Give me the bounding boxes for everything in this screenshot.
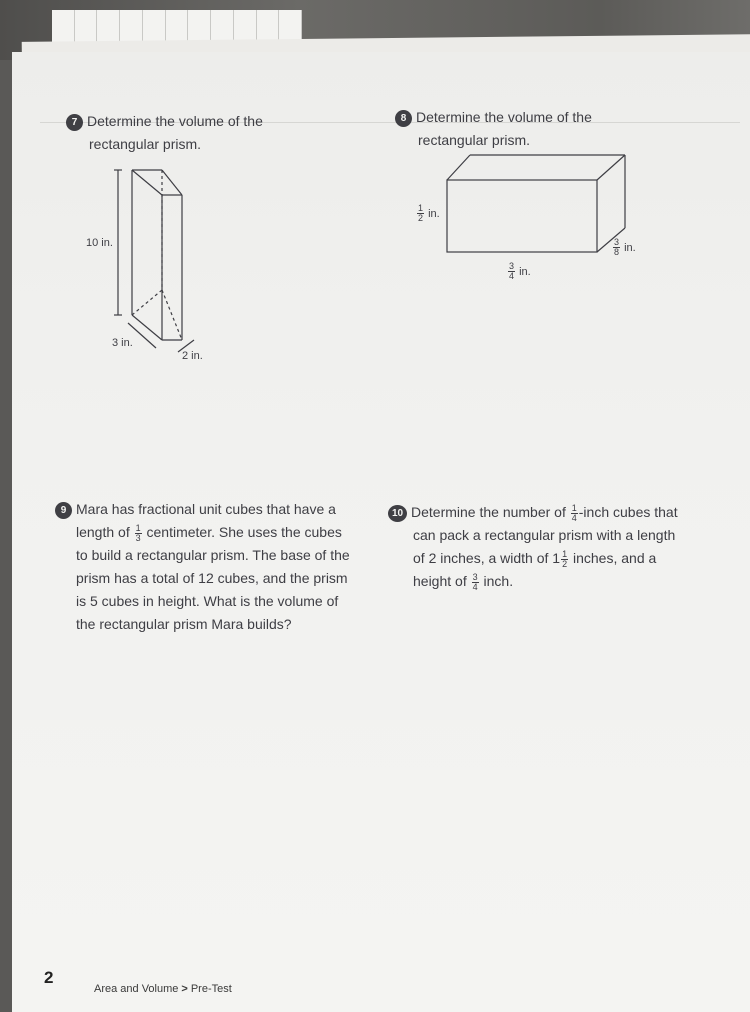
problem-10 [388, 501, 678, 593]
prism-8-length-label: $\frac{3}{4}$ in. [509, 261, 531, 281]
prism-7-width-label: 3 in. [112, 337, 133, 349]
problem-9-line2: length of $\frac{1}{3}$ centimeter. She uses the cubes [76, 523, 342, 543]
page-number: 2 [44, 968, 54, 987]
problem-10-line3: of 2 inches, a width of 1 $\frac{1}{2}$ inches, and a [413, 549, 657, 569]
footer-section: Pre-Test [190, 983, 232, 995]
problem-number-badge: 10 [388, 505, 407, 522]
problem-number-badge: 7 [66, 114, 83, 131]
problem-8-line1: Determine the volume of the [416, 109, 592, 125]
prism-7-height-label: 10 in. [86, 237, 113, 249]
problem-9-line5: is 5 cubes in height. What is the volume of [76, 593, 339, 609]
prism-7-depth-label: 2 in. [182, 350, 203, 362]
problem-8-line2: rectangular prism. [418, 132, 531, 148]
footer-breadcrumb [94, 983, 232, 995]
problem-9-line4: prism has a total of 12 cubes, and the prism [76, 570, 348, 586]
prism-8-height-label: $\frac{1}{2}$ in. [418, 203, 440, 223]
problem-8 [395, 106, 592, 152]
problem-9-line1: Mara has fractional unit cubes that have a [76, 501, 336, 517]
problem-7-line1: Determine the volume of the [87, 113, 263, 129]
problem-number-badge: 9 [55, 502, 72, 519]
problem-7 [66, 110, 263, 156]
footer-unit: Area and Volume [94, 983, 179, 995]
problem-10-line1: Determine the number of $\frac{1}{4}$ -inch cubes that [411, 503, 678, 523]
chevron-right-icon: > [181, 983, 188, 995]
problem-10-line4: height of $\frac{3}{4}$ inch. [413, 572, 514, 592]
prism-8-depth-label: $\frac{3}{8}$ in. [614, 237, 636, 257]
problem-7-line2: rectangular prism. [89, 136, 202, 152]
problem-9 [55, 498, 350, 636]
problem-9-line3: to build a rectangular prism. The base of the [76, 547, 350, 563]
problem-number-badge: 8 [395, 110, 412, 127]
worksheet-page [12, 52, 750, 1012]
problem-9-line6: the rectangular prism Mara builds? [76, 616, 292, 632]
prism-8-diagram [440, 150, 640, 260]
problem-10-line2: can pack a rectangular prism with a length [413, 527, 676, 543]
